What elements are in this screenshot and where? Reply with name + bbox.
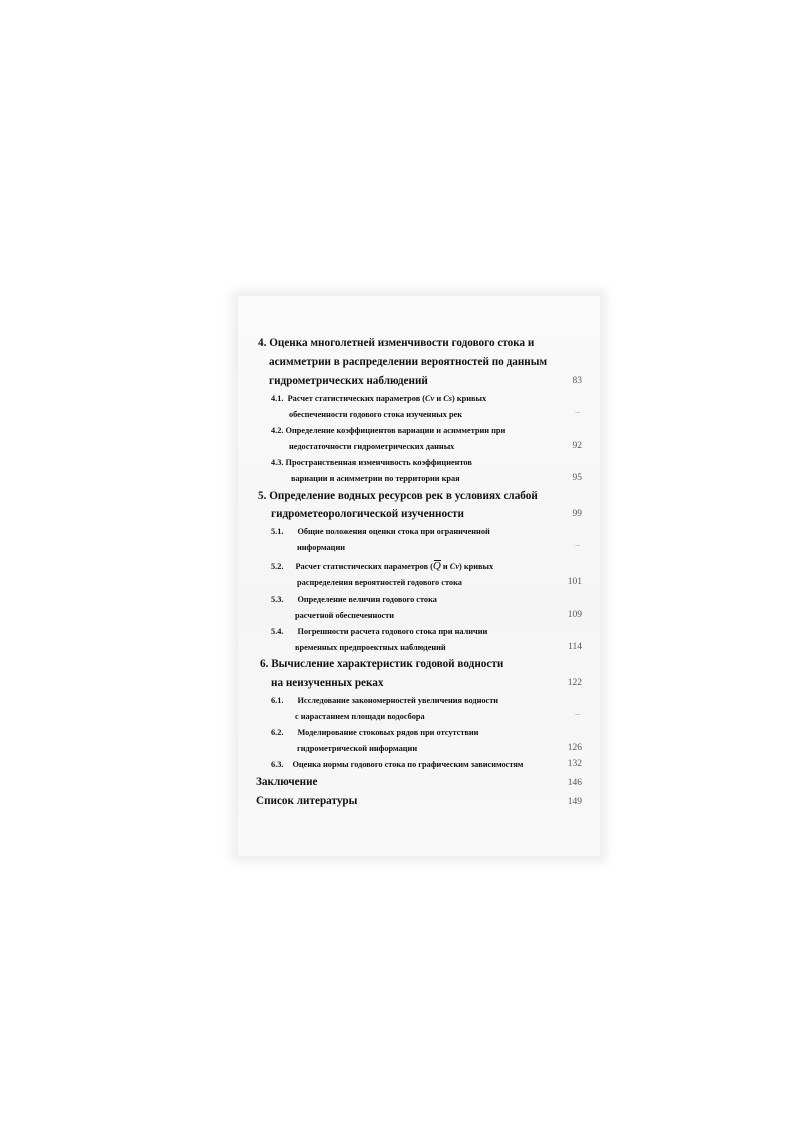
toc-s52-and: и [440,562,450,571]
toc-s41-cs: Cs [443,394,452,403]
toc-s52-num: 5.2. [271,562,284,571]
toc-s43-page: 95 [572,473,582,483]
toc-references-page: 149 [567,797,582,807]
toc-s62-page: 126 [567,743,582,753]
toc-s53-line1 [271,595,437,604]
toc-s51-page: – [575,541,580,551]
toc-s41-page: – [575,408,580,418]
toc-s54-page: 114 [568,642,582,652]
document-page [238,296,600,856]
toc-references-label: Список литературы [256,795,358,807]
toc-s42-line2: недостаточности гидрометрических данных [289,442,455,451]
toc-s54-text: Погрешности расчета годового стока при наличии [297,627,488,636]
toc-ch4-line1: 4. Оценка многолетней изменчивости годового стока и [258,337,535,349]
toc-s62-text: Моделирование стоковых рядов при отсутствии [297,728,479,737]
toc-s41-line1 [271,394,486,403]
toc-s51-num: 5.1. [271,527,284,536]
toc-s53-page: 109 [567,610,582,620]
toc-s61-page: – [575,710,580,720]
toc-s61-num: 6.1. [271,696,284,705]
toc-s41-line2: обеспеченности годового стока изученных рек [289,410,463,419]
toc-s52-line1 [271,560,493,572]
toc-s54-line1 [271,627,487,636]
toc-s41-and: и [434,394,444,403]
toc-s52-cv: Cv [449,562,459,571]
toc-s53-num: 5.3. [271,595,284,604]
toc-ch6-line2: на неизученных реках [271,677,384,689]
toc-s63-line1 [271,760,523,769]
toc-ch5-line1: 5. Определение водных ресурсов рек в условиях слабой [258,490,538,502]
toc-s52-text-a: Расчет статистических параметров ( [295,562,433,571]
toc-s63-num: 6.3. [271,760,284,769]
toc-s52-line2: распределения вероятностей годового стока [297,578,462,587]
toc-ch5-page: 99 [572,509,582,519]
toc-ch4-line2: асимметрии в распределении вероятностей по данным [269,356,548,368]
toc-ch6-line1: 6. Вычисление характеристик годовой водности [260,658,504,670]
toc-s54-num: 5.4. [271,627,284,636]
toc-ch5-line2: гидрометеорологической изученности [271,508,464,520]
toc-s51-line1 [271,527,490,536]
toc-s61-line2: с нарастанием площади водосбора [295,712,425,721]
toc-s54-line2: временных предпроектных наблюдений [295,643,446,652]
toc-s63-text: Оценка нормы годового стока по графическим зависимостям [292,760,524,769]
toc-s42-page: 92 [572,441,582,451]
toc-s43-line2: вариации и асимметрии по территории края [291,474,460,483]
toc-s63-page: 132 [567,759,582,769]
toc-s61-text: Исследование закономерностей увеличения водности [297,696,499,705]
toc-s41-text-a: Расчет статистических параметров ( [287,394,426,403]
toc-s62-line2: гидрометрической информации [297,744,418,753]
toc-s52-page: 101 [567,577,582,587]
toc-s41-num: 4.1. [271,394,284,403]
toc-s62-line1 [271,728,478,737]
toc-ch6-page: 122 [567,678,582,688]
toc-s41-text-b: ) кривых [451,394,487,403]
toc-s61-line1 [271,696,498,705]
toc-s51-text: Общие положения оценки стока при ограниченной [297,527,490,536]
toc-s53-line2: расчетной обеспеченности [295,611,395,620]
toc-s52-text-b: ) кривых [459,562,494,571]
toc-conclusion-page: 146 [567,778,582,788]
toc-s52-q-bar: Q [432,560,441,572]
toc-s42-line1: 4.2. Определение коэффициентов вариации и асимметрии при [271,426,506,435]
toc-s51-line2: информации [297,543,346,552]
toc-ch4-line3: гидрометрических наблюдений [269,375,428,387]
toc-conclusion-label: Заключение [256,776,318,788]
toc-ch4-page: 83 [572,376,582,386]
toc-s53-text: Определение величин годового стока [297,595,437,604]
toc-s41-cv: Cv [425,394,435,403]
toc-s62-num: 6.2. [271,728,284,737]
toc-s43-line1: 4.3. Пространственная изменчивость коэффициентов [271,458,472,467]
